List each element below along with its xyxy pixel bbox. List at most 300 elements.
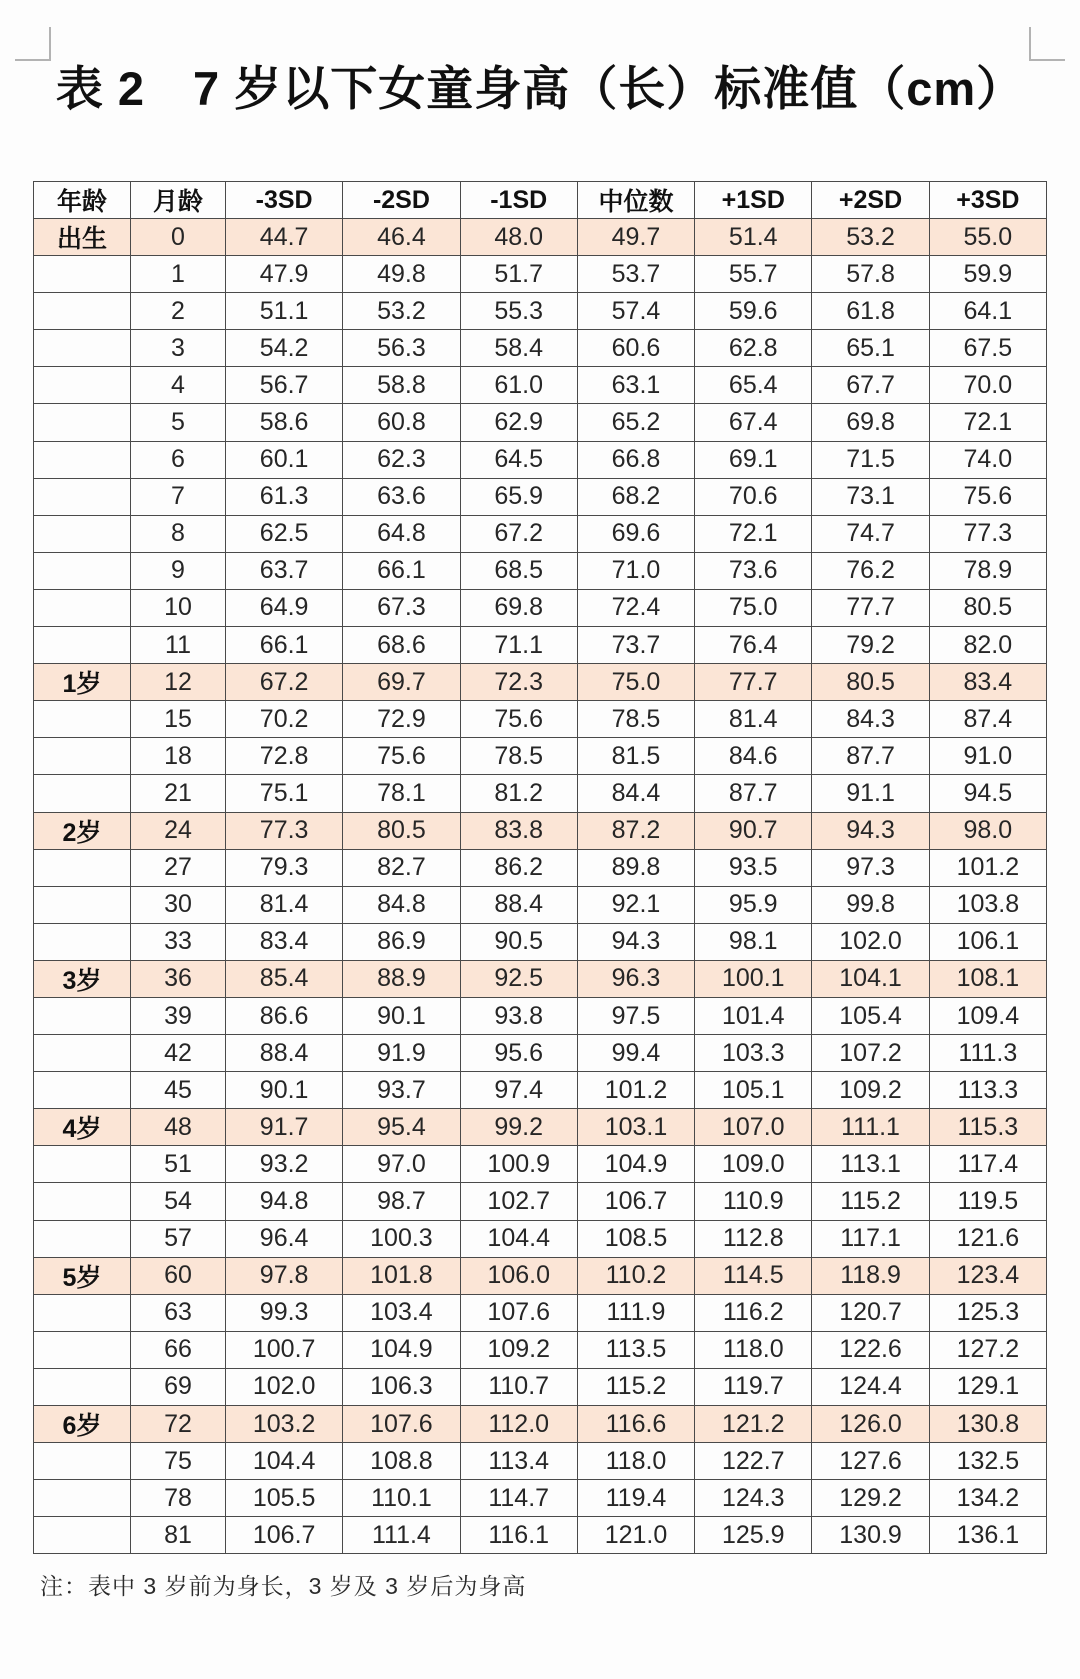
age-cell — [34, 849, 131, 886]
age-cell — [34, 367, 131, 404]
value-cell: 67.7 — [812, 367, 929, 404]
value-cell: 64.8 — [343, 515, 460, 552]
value-cell: 75.0 — [695, 589, 812, 626]
value-cell: 106.0 — [460, 1257, 577, 1294]
value-cell: 106.7 — [226, 1517, 343, 1554]
value-cell: 129.2 — [812, 1480, 929, 1517]
value-cell: 110.2 — [577, 1257, 694, 1294]
value-cell: 72.8 — [226, 738, 343, 775]
value-cell: 56.3 — [343, 330, 460, 367]
value-cell: 75.1 — [226, 775, 343, 812]
value-cell: 63.7 — [226, 552, 343, 589]
value-cell: 75.6 — [460, 701, 577, 738]
table-row — [34, 552, 1047, 589]
month-cell: 33 — [131, 923, 226, 960]
age-cell: 4岁 — [34, 1109, 131, 1146]
value-cell: 99.2 — [460, 1109, 577, 1146]
value-cell: 103.4 — [343, 1294, 460, 1331]
value-cell: 62.3 — [343, 441, 460, 478]
value-cell: 80.5 — [812, 664, 929, 701]
value-cell: 113.5 — [577, 1331, 694, 1368]
value-cell: 65.9 — [460, 478, 577, 515]
value-cell: 109.4 — [929, 997, 1046, 1034]
value-cell: 106.7 — [577, 1183, 694, 1220]
footnote: 注：表中 3 岁前为身长，3 岁及 3 岁后为身高 — [40, 1573, 527, 1600]
month-cell: 72 — [131, 1406, 226, 1443]
value-cell: 69.7 — [343, 664, 460, 701]
value-cell: 116.1 — [460, 1517, 577, 1554]
value-cell: 87.2 — [577, 812, 694, 849]
value-cell: 107.0 — [695, 1109, 812, 1146]
value-cell: 67.2 — [460, 515, 577, 552]
age-cell — [34, 1294, 131, 1331]
age-cell — [34, 478, 131, 515]
month-cell: 30 — [131, 886, 226, 923]
value-cell: 132.5 — [929, 1443, 1046, 1480]
value-cell: 110.9 — [695, 1183, 812, 1220]
value-cell: 70.2 — [226, 701, 343, 738]
value-cell: 104.4 — [460, 1220, 577, 1257]
value-cell: 115.2 — [812, 1183, 929, 1220]
value-cell: 121.2 — [695, 1406, 812, 1443]
value-cell: 84.4 — [577, 775, 694, 812]
value-cell: 116.2 — [695, 1294, 812, 1331]
value-cell: 69.8 — [812, 404, 929, 441]
value-cell: 101.2 — [577, 1072, 694, 1109]
value-cell: 104.9 — [343, 1331, 460, 1368]
age-cell: 2岁 — [34, 812, 131, 849]
value-cell: 113.4 — [460, 1443, 577, 1480]
value-cell: 75.6 — [343, 738, 460, 775]
table-row — [34, 1331, 1047, 1368]
value-cell: 77.3 — [226, 812, 343, 849]
value-cell: 44.7 — [226, 219, 343, 256]
month-cell: 7 — [131, 478, 226, 515]
table-row — [34, 1183, 1047, 1220]
value-cell: 111.1 — [812, 1109, 929, 1146]
table-header-row — [34, 182, 1047, 219]
value-cell: 97.4 — [460, 1072, 577, 1109]
value-cell: 60.1 — [226, 441, 343, 478]
value-cell: 61.3 — [226, 478, 343, 515]
value-cell: 64.9 — [226, 589, 343, 626]
value-cell: 72.4 — [577, 589, 694, 626]
value-cell: 60.6 — [577, 330, 694, 367]
table-row — [34, 404, 1047, 441]
month-cell: 42 — [131, 1035, 226, 1072]
month-cell: 8 — [131, 515, 226, 552]
value-cell: 109.2 — [812, 1072, 929, 1109]
value-cell: 47.9 — [226, 256, 343, 293]
value-cell: 74.0 — [929, 441, 1046, 478]
value-cell: 127.2 — [929, 1331, 1046, 1368]
age-cell — [34, 701, 131, 738]
value-cell: 90.7 — [695, 812, 812, 849]
value-cell: 119.4 — [577, 1480, 694, 1517]
value-cell: 57.8 — [812, 256, 929, 293]
value-cell: 53.2 — [812, 219, 929, 256]
column-header-plus3sd: +3SD — [929, 182, 1046, 219]
value-cell: 124.3 — [695, 1480, 812, 1517]
value-cell: 53.2 — [343, 293, 460, 330]
value-cell: 84.6 — [695, 738, 812, 775]
month-cell: 66 — [131, 1331, 226, 1368]
value-cell: 63.1 — [577, 367, 694, 404]
table-row — [34, 886, 1047, 923]
value-cell: 54.2 — [226, 330, 343, 367]
value-cell: 100.1 — [695, 960, 812, 997]
value-cell: 105.1 — [695, 1072, 812, 1109]
value-cell: 93.2 — [226, 1146, 343, 1183]
month-cell: 12 — [131, 664, 226, 701]
age-cell — [34, 1072, 131, 1109]
page-title: 表 2 7 岁以下女童身高（长）标准值（cm） — [55, 62, 1025, 115]
value-cell: 117.1 — [812, 1220, 929, 1257]
value-cell: 57.4 — [577, 293, 694, 330]
value-cell: 101.8 — [343, 1257, 460, 1294]
age-cell — [34, 1480, 131, 1517]
value-cell: 84.3 — [812, 701, 929, 738]
value-cell: 119.7 — [695, 1368, 812, 1405]
value-cell: 102.0 — [226, 1368, 343, 1405]
age-cell — [34, 256, 131, 293]
value-cell: 56.7 — [226, 367, 343, 404]
value-cell: 97.3 — [812, 849, 929, 886]
value-cell: 81.5 — [577, 738, 694, 775]
value-cell: 118.9 — [812, 1257, 929, 1294]
table-row — [34, 738, 1047, 775]
value-cell: 65.2 — [577, 404, 694, 441]
table-row — [34, 997, 1047, 1034]
value-cell: 112.0 — [460, 1406, 577, 1443]
value-cell: 75.0 — [577, 664, 694, 701]
value-cell: 67.3 — [343, 589, 460, 626]
value-cell: 126.0 — [812, 1406, 929, 1443]
value-cell: 69.6 — [577, 515, 694, 552]
value-cell: 96.3 — [577, 960, 694, 997]
value-cell: 55.7 — [695, 256, 812, 293]
value-cell: 102.7 — [460, 1183, 577, 1220]
value-cell: 92.1 — [577, 886, 694, 923]
value-cell: 94.3 — [812, 812, 929, 849]
value-cell: 74.7 — [812, 515, 929, 552]
column-header-minus3sd: -3SD — [226, 182, 343, 219]
value-cell: 88.9 — [343, 960, 460, 997]
value-cell: 46.4 — [343, 219, 460, 256]
value-cell: 80.5 — [343, 812, 460, 849]
value-cell: 98.0 — [929, 812, 1046, 849]
value-cell: 59.6 — [695, 293, 812, 330]
value-cell: 130.9 — [812, 1517, 929, 1554]
age-cell — [34, 1443, 131, 1480]
value-cell: 64.5 — [460, 441, 577, 478]
value-cell: 134.2 — [929, 1480, 1046, 1517]
value-cell: 65.1 — [812, 330, 929, 367]
value-cell: 87.7 — [695, 775, 812, 812]
month-cell: 21 — [131, 775, 226, 812]
value-cell: 107.2 — [812, 1035, 929, 1072]
month-cell: 18 — [131, 738, 226, 775]
table-row — [34, 441, 1047, 478]
value-cell: 91.7 — [226, 1109, 343, 1146]
age-cell — [34, 1368, 131, 1405]
value-cell: 88.4 — [226, 1035, 343, 1072]
value-cell: 49.7 — [577, 219, 694, 256]
value-cell: 87.4 — [929, 701, 1046, 738]
value-cell: 104.4 — [226, 1443, 343, 1480]
value-cell: 100.7 — [226, 1331, 343, 1368]
month-cell: 4 — [131, 367, 226, 404]
value-cell: 125.9 — [695, 1517, 812, 1554]
column-header-plus2sd: +2SD — [812, 182, 929, 219]
value-cell: 72.1 — [929, 404, 1046, 441]
value-cell: 83.4 — [929, 664, 1046, 701]
column-header-age: 年龄 — [34, 182, 131, 219]
value-cell: 110.1 — [343, 1480, 460, 1517]
value-cell: 73.6 — [695, 552, 812, 589]
age-cell — [34, 886, 131, 923]
table-row — [34, 812, 1047, 849]
month-cell: 0 — [131, 219, 226, 256]
month-cell: 45 — [131, 1072, 226, 1109]
value-cell: 103.3 — [695, 1035, 812, 1072]
value-cell: 58.8 — [343, 367, 460, 404]
age-cell — [34, 775, 131, 812]
table-row — [34, 1368, 1047, 1405]
value-cell: 66.1 — [343, 552, 460, 589]
value-cell: 66.8 — [577, 441, 694, 478]
value-cell: 86.2 — [460, 849, 577, 886]
value-cell: 112.8 — [695, 1220, 812, 1257]
month-cell: 10 — [131, 589, 226, 626]
month-cell: 1 — [131, 256, 226, 293]
month-cell: 24 — [131, 812, 226, 849]
table-row — [34, 515, 1047, 552]
table-row — [34, 627, 1047, 664]
value-cell: 70.0 — [929, 367, 1046, 404]
table-row — [34, 775, 1047, 812]
value-cell: 118.0 — [577, 1443, 694, 1480]
value-cell: 102.0 — [812, 923, 929, 960]
value-cell: 58.4 — [460, 330, 577, 367]
value-cell: 81.2 — [460, 775, 577, 812]
value-cell: 69.1 — [695, 441, 812, 478]
month-cell: 3 — [131, 330, 226, 367]
value-cell: 61.8 — [812, 293, 929, 330]
value-cell: 96.4 — [226, 1220, 343, 1257]
age-cell — [34, 589, 131, 626]
value-cell: 94.3 — [577, 923, 694, 960]
value-cell: 95.9 — [695, 886, 812, 923]
value-cell: 77.7 — [695, 664, 812, 701]
value-cell: 86.6 — [226, 997, 343, 1034]
value-cell: 51.1 — [226, 293, 343, 330]
table-row — [34, 1072, 1047, 1109]
value-cell: 104.9 — [577, 1146, 694, 1183]
value-cell: 67.5 — [929, 330, 1046, 367]
table-row — [34, 960, 1047, 997]
value-cell: 81.4 — [226, 886, 343, 923]
value-cell: 77.3 — [929, 515, 1046, 552]
value-cell: 122.6 — [812, 1331, 929, 1368]
value-cell: 76.2 — [812, 552, 929, 589]
value-cell: 103.1 — [577, 1109, 694, 1146]
value-cell: 64.1 — [929, 293, 1046, 330]
value-cell: 106.3 — [343, 1368, 460, 1405]
value-cell: 93.7 — [343, 1072, 460, 1109]
month-cell: 2 — [131, 293, 226, 330]
age-cell — [34, 404, 131, 441]
table-body — [34, 219, 1047, 1554]
table-row — [34, 589, 1047, 626]
age-cell — [34, 923, 131, 960]
value-cell: 110.7 — [460, 1368, 577, 1405]
value-cell: 105.4 — [812, 997, 929, 1034]
value-cell: 48.0 — [460, 219, 577, 256]
value-cell: 73.7 — [577, 627, 694, 664]
value-cell: 93.8 — [460, 997, 577, 1034]
value-cell: 58.6 — [226, 404, 343, 441]
value-cell: 103.8 — [929, 886, 1046, 923]
value-cell: 136.1 — [929, 1517, 1046, 1554]
table-row — [34, 923, 1047, 960]
value-cell: 78.5 — [460, 738, 577, 775]
value-cell: 89.8 — [577, 849, 694, 886]
value-cell: 116.6 — [577, 1406, 694, 1443]
value-cell: 101.2 — [929, 849, 1046, 886]
value-cell: 71.1 — [460, 627, 577, 664]
table-row — [34, 1294, 1047, 1331]
age-cell — [34, 1220, 131, 1257]
value-cell: 108.1 — [929, 960, 1046, 997]
table-row — [34, 1406, 1047, 1443]
value-cell: 51.7 — [460, 256, 577, 293]
column-header-minus2sd: -2SD — [343, 182, 460, 219]
column-header-plus1sd: +1SD — [695, 182, 812, 219]
table-row — [34, 256, 1047, 293]
value-cell: 99.8 — [812, 886, 929, 923]
value-cell: 55.0 — [929, 219, 1046, 256]
value-cell: 129.1 — [929, 1368, 1046, 1405]
value-cell: 98.1 — [695, 923, 812, 960]
value-cell: 127.6 — [812, 1443, 929, 1480]
value-cell: 53.7 — [577, 256, 694, 293]
age-cell: 6岁 — [34, 1406, 131, 1443]
table-row — [34, 478, 1047, 515]
value-cell: 72.1 — [695, 515, 812, 552]
column-header-minus1sd: -1SD — [460, 182, 577, 219]
value-cell: 71.5 — [812, 441, 929, 478]
value-cell: 90.1 — [226, 1072, 343, 1109]
table-row — [34, 1146, 1047, 1183]
value-cell: 87.7 — [812, 738, 929, 775]
value-cell: 120.7 — [812, 1294, 929, 1331]
table-row — [34, 1035, 1047, 1072]
value-cell: 115.3 — [929, 1109, 1046, 1146]
age-cell: 5岁 — [34, 1257, 131, 1294]
month-cell: 27 — [131, 849, 226, 886]
age-cell — [34, 330, 131, 367]
crop-mark-top-left-icon — [15, 27, 51, 61]
value-cell: 61.0 — [460, 367, 577, 404]
value-cell: 95.4 — [343, 1109, 460, 1146]
value-cell: 82.0 — [929, 627, 1046, 664]
value-cell: 115.2 — [577, 1368, 694, 1405]
value-cell: 97.0 — [343, 1146, 460, 1183]
value-cell: 124.4 — [812, 1368, 929, 1405]
value-cell: 101.4 — [695, 997, 812, 1034]
value-cell: 83.4 — [226, 923, 343, 960]
value-cell: 92.5 — [460, 960, 577, 997]
value-cell: 106.1 — [929, 923, 1046, 960]
value-cell: 79.3 — [226, 849, 343, 886]
age-cell — [34, 997, 131, 1034]
value-cell: 109.2 — [460, 1331, 577, 1368]
table-row — [34, 1443, 1047, 1480]
value-cell: 94.5 — [929, 775, 1046, 812]
age-cell: 出生 — [34, 219, 131, 256]
value-cell: 121.0 — [577, 1517, 694, 1554]
month-cell: 15 — [131, 701, 226, 738]
value-cell: 76.4 — [695, 627, 812, 664]
month-cell: 9 — [131, 552, 226, 589]
value-cell: 93.5 — [695, 849, 812, 886]
value-cell: 97.8 — [226, 1257, 343, 1294]
month-cell: 63 — [131, 1294, 226, 1331]
value-cell: 91.1 — [812, 775, 929, 812]
age-cell — [34, 1035, 131, 1072]
value-cell: 75.6 — [929, 478, 1046, 515]
month-cell: 75 — [131, 1443, 226, 1480]
value-cell: 109.0 — [695, 1146, 812, 1183]
value-cell: 78.1 — [343, 775, 460, 812]
value-cell: 99.4 — [577, 1035, 694, 1072]
table-row — [34, 1109, 1047, 1146]
table-row — [34, 701, 1047, 738]
value-cell: 91.9 — [343, 1035, 460, 1072]
value-cell: 111.3 — [929, 1035, 1046, 1072]
value-cell: 91.0 — [929, 738, 1046, 775]
value-cell: 105.5 — [226, 1480, 343, 1517]
month-cell: 6 — [131, 441, 226, 478]
table-row — [34, 1220, 1047, 1257]
value-cell: 82.7 — [343, 849, 460, 886]
month-cell: 39 — [131, 997, 226, 1034]
table-row — [34, 219, 1047, 256]
value-cell: 67.2 — [226, 664, 343, 701]
value-cell: 123.4 — [929, 1257, 1046, 1294]
value-cell: 121.6 — [929, 1220, 1046, 1257]
month-cell: 48 — [131, 1109, 226, 1146]
value-cell: 85.4 — [226, 960, 343, 997]
value-cell: 114.5 — [695, 1257, 812, 1294]
value-cell: 86.9 — [343, 923, 460, 960]
table-row — [34, 1257, 1047, 1294]
value-cell: 79.2 — [812, 627, 929, 664]
age-cell — [34, 1146, 131, 1183]
value-cell: 97.5 — [577, 997, 694, 1034]
age-cell — [34, 1517, 131, 1554]
value-cell: 71.0 — [577, 552, 694, 589]
table-row — [34, 367, 1047, 404]
age-cell — [34, 1331, 131, 1368]
value-cell: 59.9 — [929, 256, 1046, 293]
age-cell — [34, 552, 131, 589]
month-cell: 69 — [131, 1368, 226, 1405]
table-row — [34, 849, 1047, 886]
value-cell: 72.9 — [343, 701, 460, 738]
value-cell: 81.4 — [695, 701, 812, 738]
